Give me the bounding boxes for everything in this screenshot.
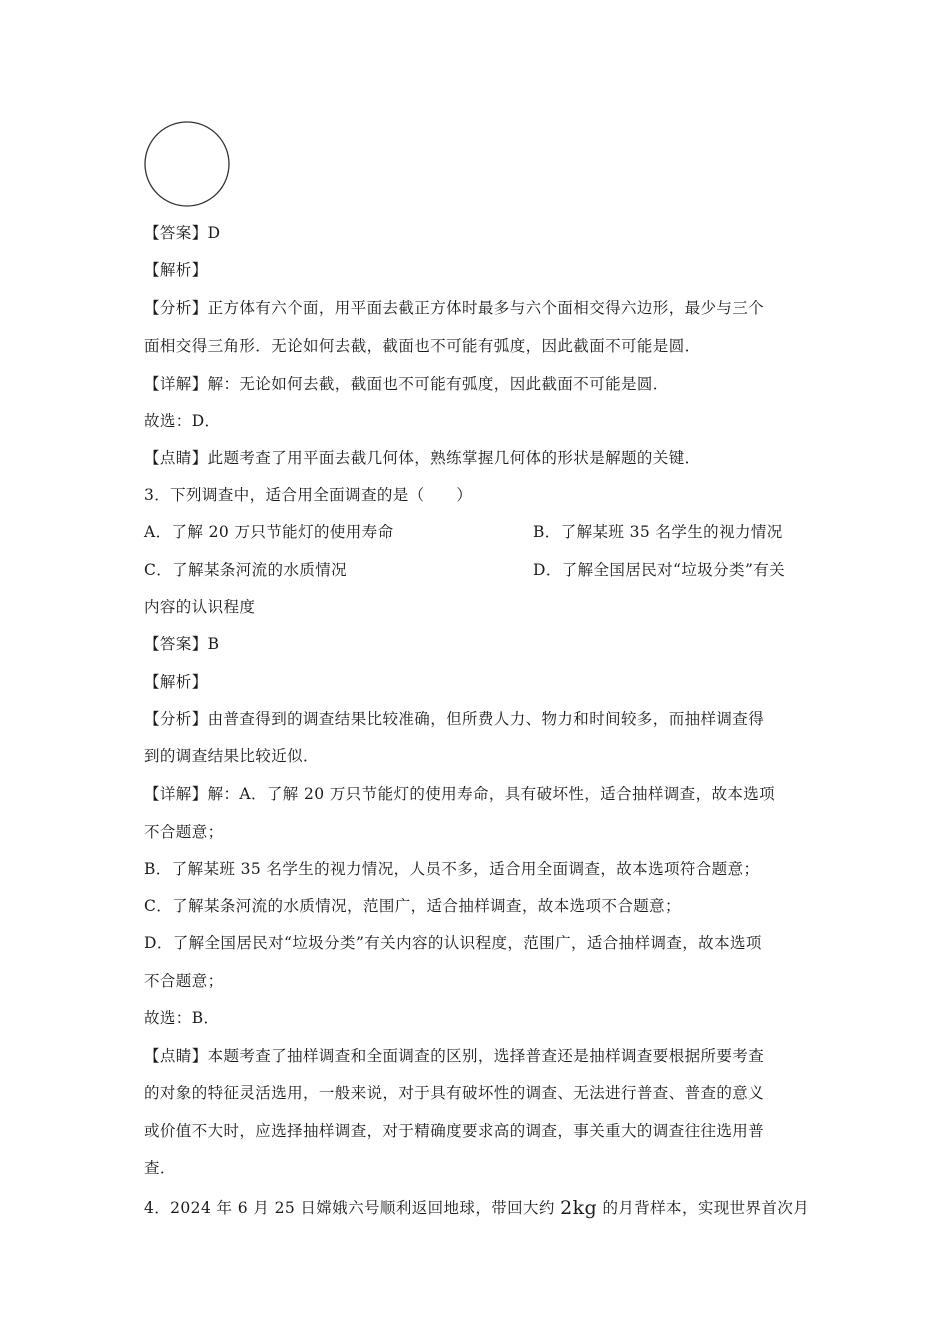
q2-fenxi-line-1: 【分析】正方体有六个面，用平面去截正方体时最多与六个面相交得六边形，最少与三个 (144, 299, 765, 317)
q2-guxuan: 故选：D． (144, 412, 221, 430)
q2-analysis-heading: 【解析】 (144, 261, 208, 279)
q3-dianjing-line-2: 的对象的特征灵活选用，一般来说，对于具有破坏性的调查、无法进行普查、普查的意义 (144, 1084, 765, 1102)
q3-option-a: A．了解 20 万只节能灯的使用寿命 (144, 523, 394, 541)
q2-xiangjie: 【详解】解：无论如何去截，截面也不可能有弧度，因此截面不可能是圆． (144, 375, 669, 393)
q3-xiangjie-line-6: 不合题意； (144, 972, 224, 990)
q3-xiangjie-line-5: D．了解全国居民对“垃圾分类”有关内容的认识程度，范围广，适合抽样调查，故本选项 (144, 934, 762, 952)
q3-xiangjie-line-3: B．了解某班 35 名学生的视力情况，人员不多，适合用全面调查，故本选项符合题意； (144, 860, 760, 878)
q3-option-d-continued: 内容的认识程度 (144, 598, 256, 616)
q3-xiangjie-line-2: 不合题意； (144, 823, 224, 841)
q4-mass: 2kg (560, 1197, 598, 1219)
q3-xiangjie-line-4: C．了解某条河流的水质情况，范围广，适合抽样调查，故本选项不合题意； (144, 897, 681, 915)
q2-dianjing: 【点睛】此题考查了用平面去截几何体，熟练掌握几何体的形状是解题的关键． (144, 449, 701, 467)
q3-fenxi-line-2: 到的调查结果比较近似． (144, 747, 319, 765)
q3-dianjing-line-3: 或价值不大时，应选择抽样调查，对于精确度要求高的调查，事关重大的调查往往选用普 (144, 1122, 765, 1140)
q3-fenxi-line-1: 【分析】由普查得到的调查结果比较准确，但所费人力、物力和时间较多，而抽样调查得 (144, 710, 765, 728)
q3-dianjing-line-1: 【点睛】本题考查了抽样调查和全面调查的区别，选择普查还是抽样调查要根据所要考查 (144, 1047, 765, 1065)
q4-stem-before: 4．2024 年 6 月 25 日嫦娥六号顺利返回地球，带回大约 (144, 1199, 561, 1217)
q3-option-c: C．了解某条河流的水质情况 (144, 561, 348, 579)
q3-dianjing-line-4: 查． (144, 1159, 176, 1177)
q3-option-b: B．了解某班 35 名学生的视力情况 (533, 523, 783, 541)
q3-option-d: D．了解全国居民对“垃圾分类”有关 (533, 561, 786, 579)
q3-xiangjie-line-1: 【详解】解：A．了解 20 万只节能灯的使用寿命，具有破坏性，适合抽样调查，故本选项 (144, 785, 776, 803)
q3-analysis-heading: 【解析】 (144, 673, 208, 691)
q3-answer: 【答案】B (144, 635, 220, 653)
q4-stem-after: 的月背样本，实现世界首次月 (597, 1199, 810, 1217)
circle-figure (144, 121, 230, 207)
q2-fenxi-line-2: 面相交得三角形．无论如何去截，截面也不可能有弧度，因此截面不可能是圆． (144, 337, 701, 355)
q2-answer: 【答案】D (144, 224, 221, 242)
q4-stem (144, 1197, 809, 1219)
q3-guxuan: 故选：B． (144, 1009, 220, 1027)
q3-stem: 3．下列调查中，适合用全面调查的是（ ） (144, 486, 473, 504)
